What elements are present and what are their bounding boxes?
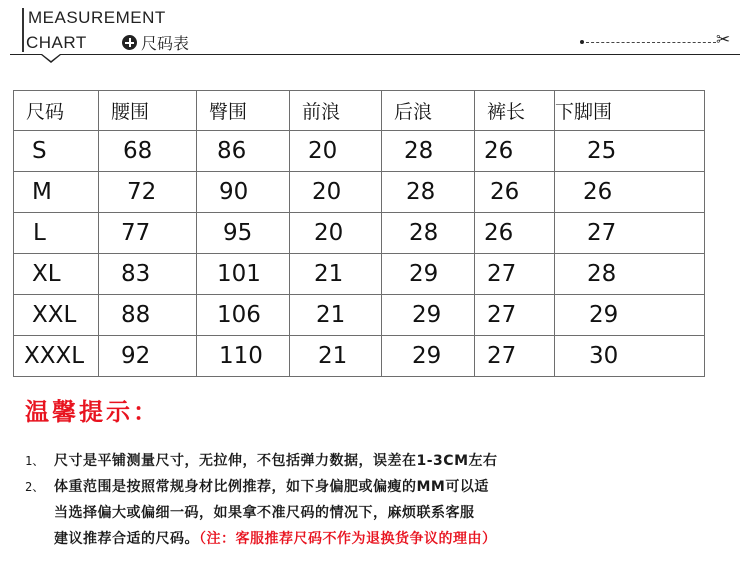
cell-back-rise: 28: [382, 131, 475, 172]
cell-length: 26: [475, 131, 555, 172]
cell-hip: 95: [197, 213, 290, 254]
cell-waist: 72: [99, 172, 197, 213]
note2-line3-wrap: [54, 528, 497, 548]
cell-leg-opening: 27: [555, 213, 705, 254]
cell-leg-opening: 28: [555, 254, 705, 295]
cell-waist: 83: [99, 254, 197, 295]
cell-front-rise: 20: [290, 172, 382, 213]
col-header-front-rise: 前浪: [290, 91, 382, 131]
col-header-leg-opening: 下脚围: [555, 91, 705, 131]
cell-size: L: [14, 213, 99, 254]
cell-waist: 88: [99, 295, 197, 336]
table-header-row: [14, 91, 705, 131]
cell-hip: 110: [197, 336, 290, 377]
cell-waist: 77: [99, 213, 197, 254]
chart-title-line2: CHART: [26, 33, 87, 52]
cell-front-rise: 21: [290, 254, 382, 295]
chart-title-cn: 尺码表: [141, 34, 190, 53]
table-row: [14, 336, 705, 377]
cell-hip: 86: [197, 131, 290, 172]
col-header-hip: 臀围: [197, 91, 290, 131]
cell-leg-opening: 30: [555, 336, 705, 377]
cut-line: [586, 42, 716, 43]
table-row: [14, 213, 705, 254]
cell-size: XXL: [14, 295, 99, 336]
note2-number: 2、: [25, 480, 45, 494]
cell-back-rise: 29: [382, 336, 475, 377]
header-bar: [22, 8, 24, 52]
note1-number: 1、: [25, 454, 45, 468]
cell-size: M: [14, 172, 99, 213]
cell-waist: 68: [99, 131, 197, 172]
cell-front-rise: 20: [290, 213, 382, 254]
cell-back-rise: 29: [382, 254, 475, 295]
cell-front-rise: 21: [290, 295, 382, 336]
table-row: [14, 131, 705, 172]
cell-leg-opening: 25: [555, 131, 705, 172]
cell-hip: 106: [197, 295, 290, 336]
cell-back-rise: 28: [382, 172, 475, 213]
cell-hip: 90: [197, 172, 290, 213]
col-header-length: 裤长: [475, 91, 555, 131]
cell-size: XXXL: [14, 336, 99, 377]
tips-title: 温馨提示：: [25, 398, 160, 426]
scissors-icon: ✂: [716, 30, 731, 50]
cell-hip: 101: [197, 254, 290, 295]
cell-back-rise: 29: [382, 295, 475, 336]
note2-disclaimer: （注：客服推荐尺码不作为退换货争议的理由）: [199, 531, 497, 547]
cell-size: S: [14, 131, 99, 172]
cell-back-rise: 28: [382, 213, 475, 254]
note2-line1: 体重范围是按照常规身材比例推荐，如下身偏肥或偏瘦的MM可以适: [54, 479, 489, 495]
note2-line2: 当选择偏大或偏细一码，如果拿不准尺码的情况下，麻烦联系客服: [54, 505, 475, 521]
note2-line3: 建议推荐合适的尺码。: [54, 531, 199, 547]
cell-length: 27: [475, 336, 555, 377]
col-header-size: 尺码: [14, 91, 99, 131]
cell-length: 27: [475, 295, 555, 336]
cell-leg-opening: 26: [555, 172, 705, 213]
cell-waist: 92: [99, 336, 197, 377]
plus-circle-icon: [122, 35, 137, 50]
table-row: [14, 172, 705, 213]
cell-length: 27: [475, 254, 555, 295]
cell-front-rise: 21: [290, 336, 382, 377]
chart-title-line1: MEASUREMENT: [28, 8, 166, 27]
table-row: [14, 295, 705, 336]
header-notch-inner: [42, 54, 60, 61]
note1-text: 尺寸是平铺测量尺寸，无拉伸，不包括弹力数据，误差在1-3CM左右: [54, 453, 498, 469]
cell-length: 26: [475, 172, 555, 213]
cell-length: 26: [475, 213, 555, 254]
cell-size: XL: [14, 254, 99, 295]
cell-front-rise: 20: [290, 131, 382, 172]
header-divider: [10, 54, 740, 55]
table-row: [14, 254, 705, 295]
col-header-back-rise: 后浪: [382, 91, 475, 131]
cut-line-dot: [580, 40, 584, 44]
cell-leg-opening: 29: [555, 295, 705, 336]
col-header-waist: 腰围: [99, 91, 197, 131]
size-table: [13, 90, 705, 377]
